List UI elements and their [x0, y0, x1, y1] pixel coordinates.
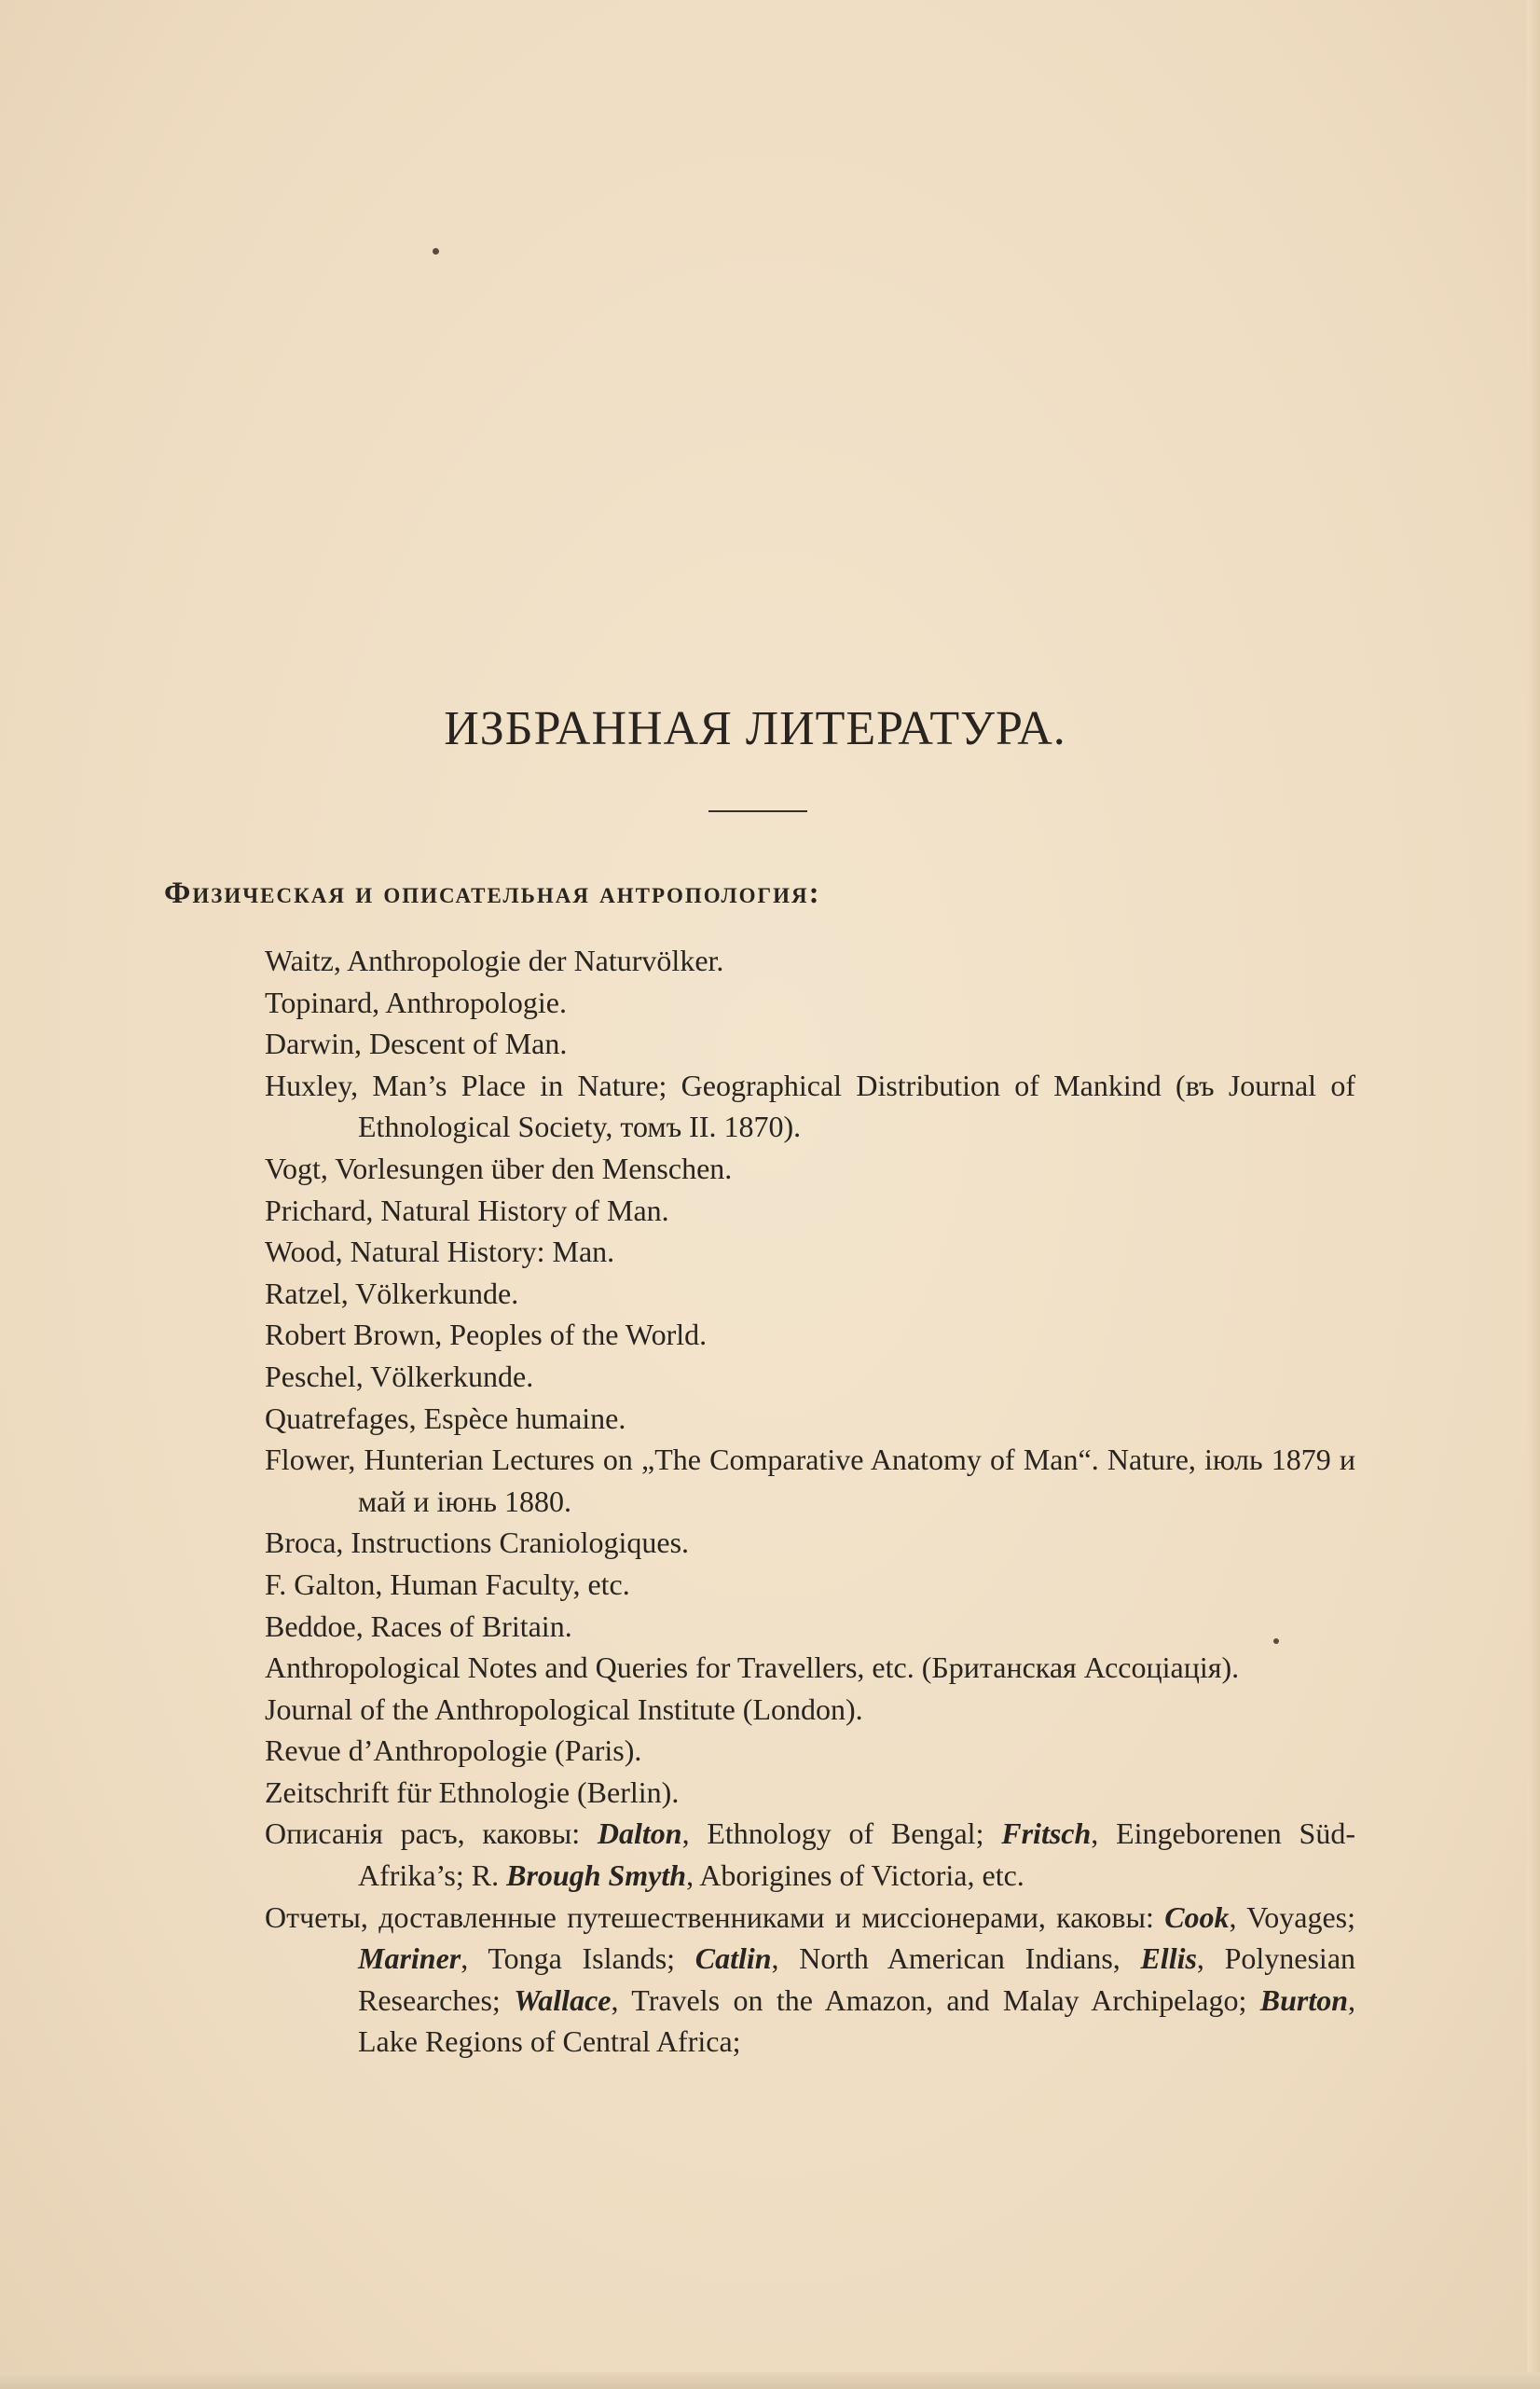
bibliography-entry: Broca, Instructions Craniologiques.: [265, 1526, 690, 1560]
entry-text: , Polynesian Researches;: [358, 1941, 1356, 2017]
entry-text: , Aborigines of Victoria, etc.: [686, 1858, 1024, 1893]
bibliography-entry: Robert Brown, Peoples of the World.: [265, 1318, 708, 1352]
entry-text: , Eingeborenen Süd-Afrika’s; R.: [358, 1816, 1356, 1893]
bibliography-entry: Ratzel, Völkerkunde.: [265, 1276, 519, 1310]
bibliography-entry-races: [265, 1813, 1355, 1896]
bibliography-entry: Beddoe, Races of Britain.: [265, 1609, 572, 1643]
bibliography-entry: Revue d’Anthropologie (Paris).: [265, 1733, 642, 1768]
entry-text: , Travels on the Amazon, and Malay Archipelago;: [611, 1982, 1260, 2017]
entry-text: , Ethnology of Bengal;: [681, 1816, 1002, 1851]
author-name: Burton: [1259, 1982, 1349, 2017]
entry-text: , Voyages;: [1229, 1899, 1356, 1934]
bibliography-entry: Waitz, Anthropologie der Naturvölker.: [265, 944, 724, 977]
ink-speck: [433, 248, 439, 255]
author-name: Mariner: [358, 1941, 461, 1976]
bibliography-entry: Topinard, Anthropologie.: [265, 985, 567, 1019]
author-name: Dalton: [597, 1816, 682, 1851]
author-name: Cook: [1164, 1899, 1230, 1934]
bibliography-entry: Journal of the Anthropological Institute (London).: [265, 1692, 863, 1726]
author-name: Wallace: [514, 1982, 612, 2017]
bibliography-entry: Huxley, Man’s Place in Nature; Geographical Distribution of Mankind (въ Journal of Ethnological Society, томъ II. 1870).: [265, 1068, 1355, 1144]
entry-text: Отчеты, доставленные путешественниками и миссіонерами, каковы:: [265, 1899, 1165, 1934]
author-name: Fritsch: [1001, 1816, 1092, 1851]
title-divider: [708, 810, 807, 812]
bibliography-entry: Flower, Hunterian Lectures on „The Comparative Anatomy of Man“. Nature, іюль 1879 и май и іюнь 1880.: [265, 1443, 1355, 1518]
bibliography-list: [265, 940, 1355, 2063]
author-name: Catlin: [694, 1941, 772, 1976]
section-heading: Физическая и описательная антропология:: [164, 877, 821, 910]
entry-text: , North American Indians,: [771, 1941, 1141, 1976]
entry-text: , Tonga Islands;: [461, 1941, 695, 1976]
entry-text: , Lake Regions of Central Africa;: [358, 1982, 1356, 2059]
page-title: ИЗБРАННАЯ ЛИТЕРАТУРА.: [444, 702, 1066, 755]
entry-text: Описанія расъ, каковы:: [265, 1816, 598, 1851]
bibliography-entry: Vogt, Vorlesungen über den Menschen.: [265, 1151, 733, 1185]
bibliography-entry: Zeitschrift für Ethnologie (Berlin).: [265, 1774, 680, 1809]
bibliography-entry: Quatrefages, Espèce humaine.: [265, 1401, 626, 1435]
bibliography-entry: F. Galton, Human Faculty, etc.: [265, 1567, 630, 1601]
bibliography-entry: Anthropological Notes and Queries for Travellers, etc. (Британская Ассоціація).: [265, 1650, 1240, 1685]
page-edge-shadow: [1527, 0, 1540, 2389]
author-name: Ellis: [1140, 1941, 1197, 1976]
page-bottom-edge: [0, 2372, 1540, 2389]
bibliography-entry: Prichard, Natural History of Man.: [265, 1193, 669, 1227]
bibliography-entry-reports: [265, 1897, 1355, 2063]
bibliography-entry: Darwin, Descent of Man.: [265, 1027, 568, 1061]
author-name: Brough Smyth: [506, 1858, 687, 1893]
bibliography-entry: Wood, Natural History: Man.: [265, 1235, 615, 1269]
bibliography-entry: Peschel, Völkerkunde.: [265, 1359, 534, 1393]
